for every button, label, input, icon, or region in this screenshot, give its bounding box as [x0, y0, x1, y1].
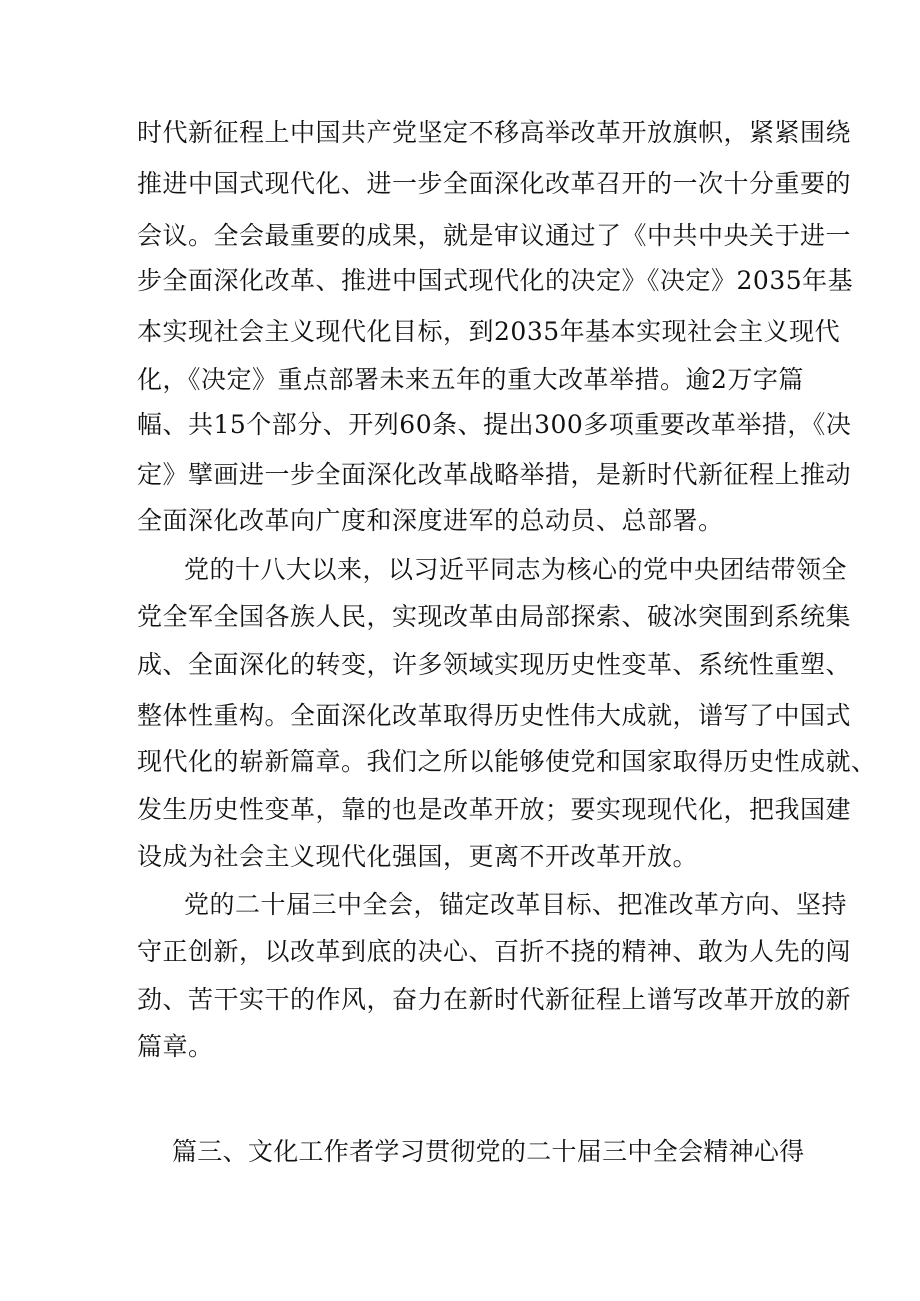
- text-line: 推进中国式现代化、进一步全面深化改革召开的一次十分重要的: [137, 169, 852, 198]
- text-line: 化，《决定》重点部署未来五年的重大改革举措。逾2万字篇: [137, 365, 804, 394]
- text-line: 篇章。: [137, 1032, 214, 1061]
- text-line: 整体性重构。全面深化改革取得历史性伟大成就，谱写了中国式: [137, 701, 852, 730]
- text-line: 守正创新，以改革到底的决心、百折不挠的精神、敢为人先的闯: [137, 937, 852, 966]
- text-line: 全面深化改革向广度和深度进军的总动员、总部署。: [137, 506, 724, 535]
- text-line: 现代化的崭新篇章。我们之所以能够使党和国家取得历史性成就、: [137, 747, 877, 776]
- text-line: 成、全面深化的转变，许多领域实现历史性变革、系统性重塑、: [137, 650, 852, 679]
- text-line: 党的二十届三中全会，锚定改革目标、把准改革方向、坚持: [184, 890, 848, 919]
- text-line: 幅、共15个部分、开列60条、提出300多项重要改革举措，《决: [137, 410, 852, 439]
- text-line: 本实现社会主义现代化目标，到2035年基本实现社会主义现代: [137, 317, 841, 346]
- text-line: 设成为社会主义现代化强国，更离不开改革开放。: [137, 842, 699, 871]
- text-line: 劲、苦干实干的作风，奋力在新时代新征程上谱写改革开放的新: [137, 985, 852, 1014]
- text-line: 党全军全国各族人民，实现改革由局部探索、破冰突围到系统集: [137, 602, 852, 631]
- text-line: 定》擘画进一步全面深化改革战略举措，是新时代新征程上推动: [137, 460, 852, 489]
- text-line: 时代新征程上中国共产党坚定不移高举改革开放旗帜，紧紧围绕: [137, 118, 852, 147]
- text-line: 党的十八大以来，以习近平同志为核心的党中央团结带领全: [184, 555, 848, 584]
- text-line: 会议。全会最重要的成果，就是审议通过了《中共中央关于进一: [137, 221, 852, 250]
- section-heading: 篇三、文化工作者学习贯彻党的二十届三中全会精神心得: [172, 1137, 805, 1166]
- text-line: 步全面深化改革、推进中国式现代化的决定》《决定》2035年基: [137, 266, 854, 295]
- text-line: 发生历史性变革，靠的也是改革开放；要实现现代化，把我国建: [137, 795, 852, 824]
